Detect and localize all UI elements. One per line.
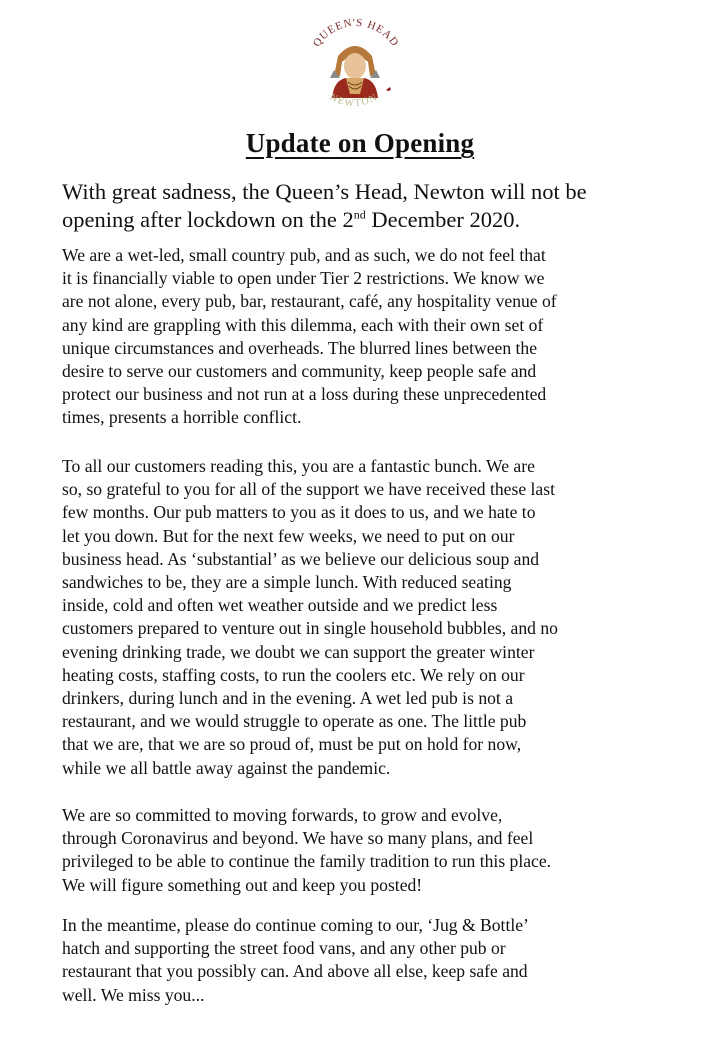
page-title: Update on Opening bbox=[245, 128, 475, 158]
ordinal-suffix: nd bbox=[353, 207, 366, 222]
text-line: restaurant, and we would struggle to operate as one. The little pub bbox=[62, 711, 527, 732]
text-line: well. We miss you... bbox=[62, 984, 205, 1005]
text-line: it is financially viable to open under Tier 2 restrictions. We know we bbox=[62, 268, 545, 289]
svg-text:QUEEN'S HEAD bbox=[311, 18, 401, 49]
portrait-icon bbox=[290, 18, 420, 116]
text-line: hatch and supporting the street food vans, and any other pub or bbox=[62, 938, 506, 959]
text-line: inside, cold and often wet weather outside and we predict less bbox=[62, 595, 498, 616]
text-line: unique circumstances and overheads. The blurred lines between the bbox=[62, 337, 538, 358]
text-line: drinkers, during lunch and in the evening. A wet led pub is not a bbox=[62, 688, 514, 709]
paragraph-1 bbox=[62, 244, 557, 430]
text-line: let you down. But for the next few weeks, we need to put on our bbox=[62, 525, 515, 546]
text-line: privileged to be able to continue the family tradition to run this place. bbox=[62, 851, 552, 872]
text-line: customers prepared to venture out in single household bubbles, and no bbox=[62, 618, 558, 639]
queens-head-logo bbox=[290, 18, 420, 116]
paragraph-3 bbox=[62, 804, 551, 897]
text-line: To all our customers reading this, you are a fantastic bunch. We are bbox=[62, 456, 535, 476]
paragraph-4 bbox=[62, 914, 529, 1007]
lead-statement bbox=[62, 178, 587, 234]
lead-text: opening after lockdown on the 2 bbox=[62, 207, 354, 232]
lead-line: With great sadness, the Queen’s Head, Newton will not be bbox=[62, 179, 587, 204]
text-line: protect our business and not run at a loss during these unprecedented bbox=[62, 384, 547, 405]
logo-bottom-text: NEWTON bbox=[327, 91, 381, 110]
text-line: evening drinking trade, we doubt we can support the greater winter bbox=[62, 641, 535, 662]
text-line: times, presents a horrible conflict. bbox=[62, 407, 302, 428]
text-line: that we are, that we are so proud of, must be put on hold for now, bbox=[62, 734, 522, 755]
text-line: We will figure something out and keep you posted! bbox=[62, 874, 423, 895]
text-line: We are a wet-led, small country pub, and as such, we do not feel that bbox=[62, 245, 546, 265]
text-line: through Coronavirus and beyond. We have so many plans, and feel bbox=[62, 828, 534, 849]
logo-top-text: QUEEN'S HEAD bbox=[310, 18, 402, 50]
text-line: desire to serve our customers and community, keep people safe and bbox=[62, 361, 537, 382]
text-line: while we all battle away against the pandemic. bbox=[62, 757, 391, 778]
text-line: any kind are grappling with this dilemma, each with their own set of bbox=[62, 314, 544, 335]
text-line: business head. As ‘substantial’ as we believe our delicious soup and bbox=[62, 548, 540, 569]
lead-line bbox=[62, 206, 587, 234]
text-line: are not alone, every pub, bar, restaurant, café, any hospitality venue of bbox=[62, 291, 557, 312]
text-line: restaurant that you possibly can. And above all else, keep safe and bbox=[62, 961, 528, 982]
text-line: so, so grateful to you for all of the support we have received these last bbox=[62, 479, 555, 500]
paragraph-2 bbox=[62, 455, 558, 780]
text-line: few months. Our pub matters to you as it does to us, and we hate to bbox=[62, 502, 536, 523]
lead-text: December 2020. bbox=[365, 207, 521, 232]
text-line: sandwiches to be, they are a simple lunch. With reduced seating bbox=[62, 572, 512, 593]
text-line: In the meantime, please do continue coming to our, ‘Jug & Bottle’ bbox=[62, 915, 529, 935]
text-line: heating costs, staffing costs, to run the coolers etc. We rely on our bbox=[62, 664, 525, 685]
text-line: We are so committed to moving forwards, to grow and evolve, bbox=[62, 805, 503, 825]
